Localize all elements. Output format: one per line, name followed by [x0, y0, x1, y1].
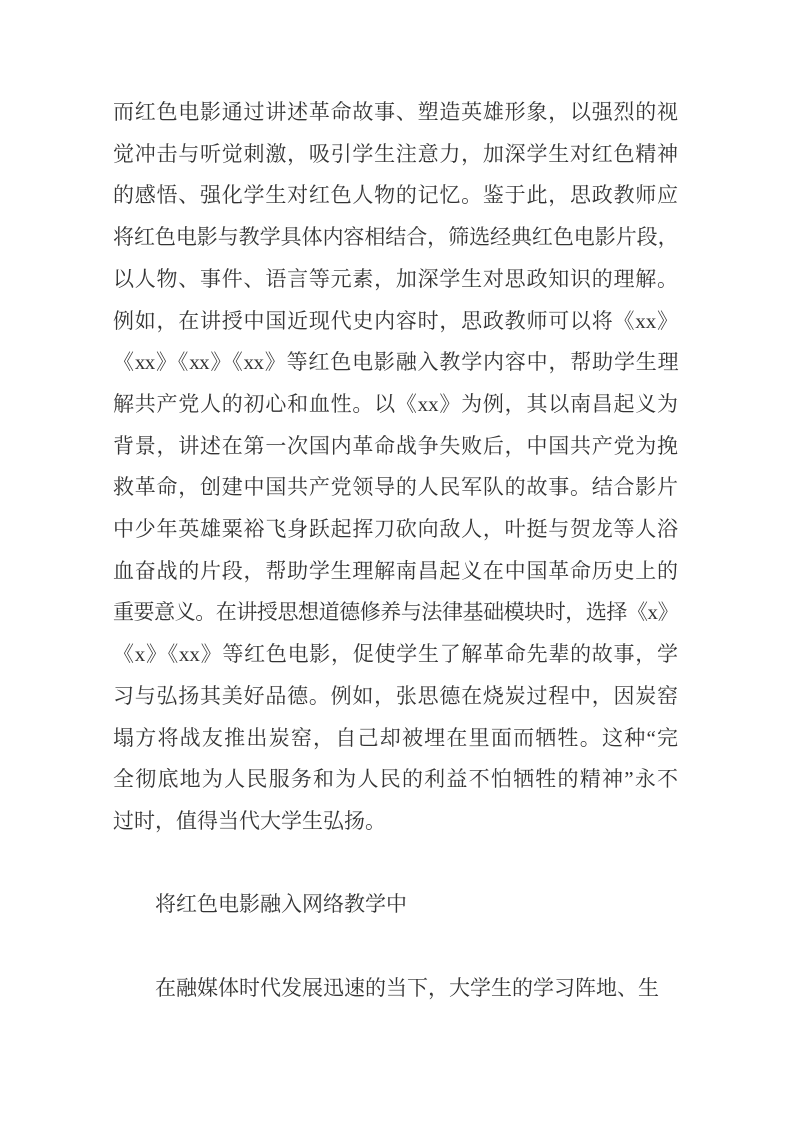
paragraph-line: 血奋战的片段，帮助学生理解南昌起义在中国革命历史上的	[113, 558, 678, 583]
paragraph-line: 全彻底地为人民服务和为人民的利益不怕牺牲的精神”永不	[113, 767, 678, 792]
paragraph-line: 的感悟、强化学生对红色人物的记忆。鉴于此，思政教师应	[113, 183, 678, 208]
paragraph-last-line: 过时，值得当代大学生弘扬。	[113, 808, 386, 833]
paragraph-line: 重要意义。在讲授思想道德修养与法律基础模块时，选择《x》	[113, 600, 678, 625]
blank-line	[113, 926, 678, 968]
paragraph-line: 救革命，创建中国共产党领导的人民军队的故事。结合影片	[113, 475, 678, 500]
paragraph-line: 背景，讲述在第一次国内革命战争失败后，中国共产党为挽	[113, 433, 678, 458]
section-heading: 将红色电影融入网络教学中	[155, 892, 407, 917]
paragraph-line: 《xx》《xx》《xx》等红色电影融入教学内容中，帮助学生理	[113, 350, 678, 375]
paragraph-line: 习与弘扬其美好品德。例如，张思德在烧炭过程中，因炭窑	[113, 683, 678, 708]
blank-line	[113, 843, 678, 885]
paragraph-line: 《x》《xx》等红色电影，促使学生了解革命先辈的故事，学	[113, 642, 678, 667]
paragraph-line: 中少年英雄粟裕飞身跃起挥刀砍向敌人，叶挺与贺龙等人浴	[113, 517, 678, 542]
paragraph-line: 以人物、事件、语言等元素，加深学生对思政知识的理解。	[113, 266, 678, 291]
paragraph-line: 将红色电影与教学具体内容相结合，筛选经典红色电影片段，	[113, 225, 678, 250]
text-block	[113, 92, 678, 1009]
paragraph-line: 解共产党人的初心和血性。以《xx》为例，其以南昌起义为	[113, 391, 678, 416]
paragraph-line: 塌方将战友推出炭窑，自己却被埋在里面而牺牲。这种“完	[113, 725, 678, 750]
paragraph-line: 觉冲击与听觉刺激，吸引学生注意力，加深学生对红色精神	[113, 141, 678, 166]
paragraph-line: 在融媒体时代发展迅速的当下，大学生的学习阵地、生	[155, 975, 659, 1000]
paragraph-line: 而红色电影通过讲述革命故事、塑造英雄形象，以强烈的视	[113, 100, 678, 124]
paragraph-line: 例如，在讲授中国近现代史内容时，思政教师可以将《xx》	[113, 308, 678, 333]
